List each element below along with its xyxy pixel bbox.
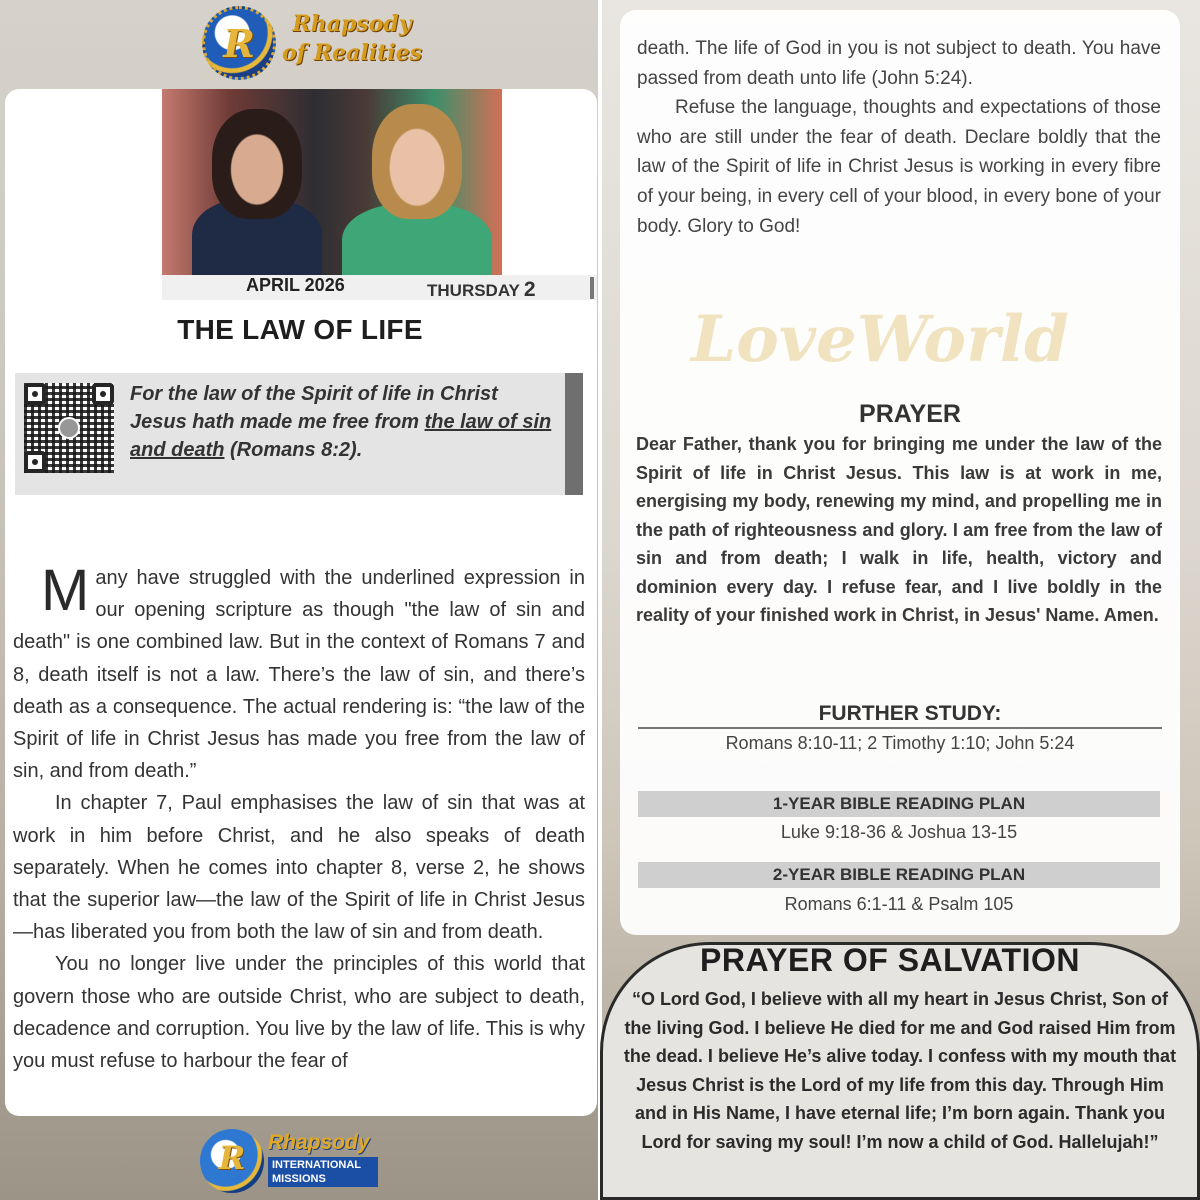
missions-badge-icon xyxy=(200,1129,264,1193)
scripture-part2: (Romans 8:2). xyxy=(224,439,363,461)
opening-scripture xyxy=(130,380,558,464)
date-rule xyxy=(590,277,594,299)
rhapsody-logo xyxy=(200,4,420,84)
loveworld-watermark: LoveWorld xyxy=(691,302,1069,377)
paragraph-1-text: any have struggled with the underlined expression in our opening scripture as though "the law of sin and death" is one combined law. But in the context of Romans 7 and 8, death itself is not a law. There’s the law of sin, and there’s death as a consequence. The actual rendering is: “the law of the Spirit of life in Christ Jesus has made you free from the law of sin, and from death.” xyxy=(13,567,585,783)
missions-subtitle: INTERNATIONAL MISSIONS xyxy=(268,1157,378,1187)
prayer-title: PRAYER xyxy=(859,400,961,428)
devotional-title: THE LAW OF LIFE xyxy=(177,314,423,345)
further-study-rule xyxy=(638,727,1162,729)
one-year-plan-title: 1-YEAR BIBLE READING PLAN xyxy=(638,791,1160,817)
salvation-title: PRAYER OF SALVATION xyxy=(700,942,1080,978)
logo-wordmark xyxy=(282,10,422,68)
panel-divider xyxy=(598,0,602,1200)
paragraph-4: Refuse the language, thoughts and expectations of those who are still under the fear of death. Declare boldly that the law of the Spirit of life in Christ Jesus is working in every fibre of your being, in every cell of your blood, in every bone of your body. Glory to God! xyxy=(637,97,1161,237)
paragraph-1 xyxy=(13,558,585,787)
missions-wordmark: Rhapsody xyxy=(268,1131,370,1154)
weekday-label: THURSDAY xyxy=(427,281,520,300)
paragraph-2: In chapter 7, Paul emphasises the law of sin that was at work in him before Christ, and he also speaks of death separately. When he comes into chapter 8, verse 2, he shows that the superior law—the law of the Spirit of life in Christ Jesus—has liberated you from both the law of sin and from death. xyxy=(13,792,585,944)
two-year-plan-title: 2-YEAR BIBLE READING PLAN xyxy=(638,862,1160,888)
devotional-body-right xyxy=(637,34,1161,241)
day-number: 2 xyxy=(523,278,536,301)
paragraph-3: You no longer live under the principles of this world that govern those who are outside Christ, who are subject to death, decadence and corruption. You live by the law of life. This is why you must refuse to harbour the fear of xyxy=(13,953,585,1073)
logo-line1: Rhapsody xyxy=(292,11,412,37)
header-photo xyxy=(162,89,502,275)
dropcap: M xyxy=(41,558,90,623)
further-study-refs: Romans 8:10-11; 2 Timothy 1:10; John 5:24 xyxy=(725,733,1075,753)
qr-corner xyxy=(92,383,114,405)
one-year-plan-text: Luke 9:18-36 & Joshua 13-15 xyxy=(780,822,1018,842)
qr-corner xyxy=(24,451,46,473)
further-study-title: FURTHER STUDY: xyxy=(818,702,1002,725)
scripture-part1: For the law of the Spirit of life in Christ Jesus hath made me free from xyxy=(130,383,498,433)
qr-corner xyxy=(24,383,46,405)
logo-letter: R xyxy=(223,21,255,66)
missions-logo-letter: R xyxy=(218,1139,246,1177)
logo-badge-icon xyxy=(202,6,276,80)
devotional-body-left xyxy=(13,558,585,1077)
photo-figure-right-head xyxy=(372,104,462,219)
rhapsody-missions-logo xyxy=(200,1129,380,1195)
date-weekday xyxy=(427,278,536,302)
photo-figure-left-head xyxy=(212,109,302,219)
paragraph-3-continued: death. The life of God in you is not subject to death. You have passed from death unto life (John 5:24). xyxy=(637,38,1161,89)
prayer-text: Dear Father, thank you for bringing me under the law of the Spirit of life in Christ Jesus. This law is at work in me, energising my body, renewing my mind, and propelling me in the path of righteousness and glory. I am free from the law of sin and from death; I walk in life, health, victory and dominion every day. I refuse fear, and I live boldly in the reality of your finished work in Christ, in Jesus' Name. Amen. xyxy=(636,434,1162,625)
date-month-year: APRIL 2026 xyxy=(246,275,345,295)
qr-center-icon xyxy=(58,417,80,439)
scripture-box-edge xyxy=(565,373,583,495)
qr-code-icon[interactable] xyxy=(24,383,114,473)
scripture-underlined: the law of sin and death xyxy=(130,411,552,461)
two-year-plan-text: Romans 6:1-11 & Psalm 105 xyxy=(784,894,1014,914)
salvation-text: “O Lord God, I believe with all my heart in Jesus Christ, Son of the living God. I believe He died for me and God raised Him from the dead. I believe He’s alive today. I confess with my mouth that Jesus Christ is the Lord of my life from this day. Through Him and in His Name, I have eternal life; I’m born again. Thank you Lord for saving my soul! I’m now a child of God. Hallelujah!” xyxy=(623,989,1177,1152)
logo-line2: of Realities xyxy=(282,40,422,66)
